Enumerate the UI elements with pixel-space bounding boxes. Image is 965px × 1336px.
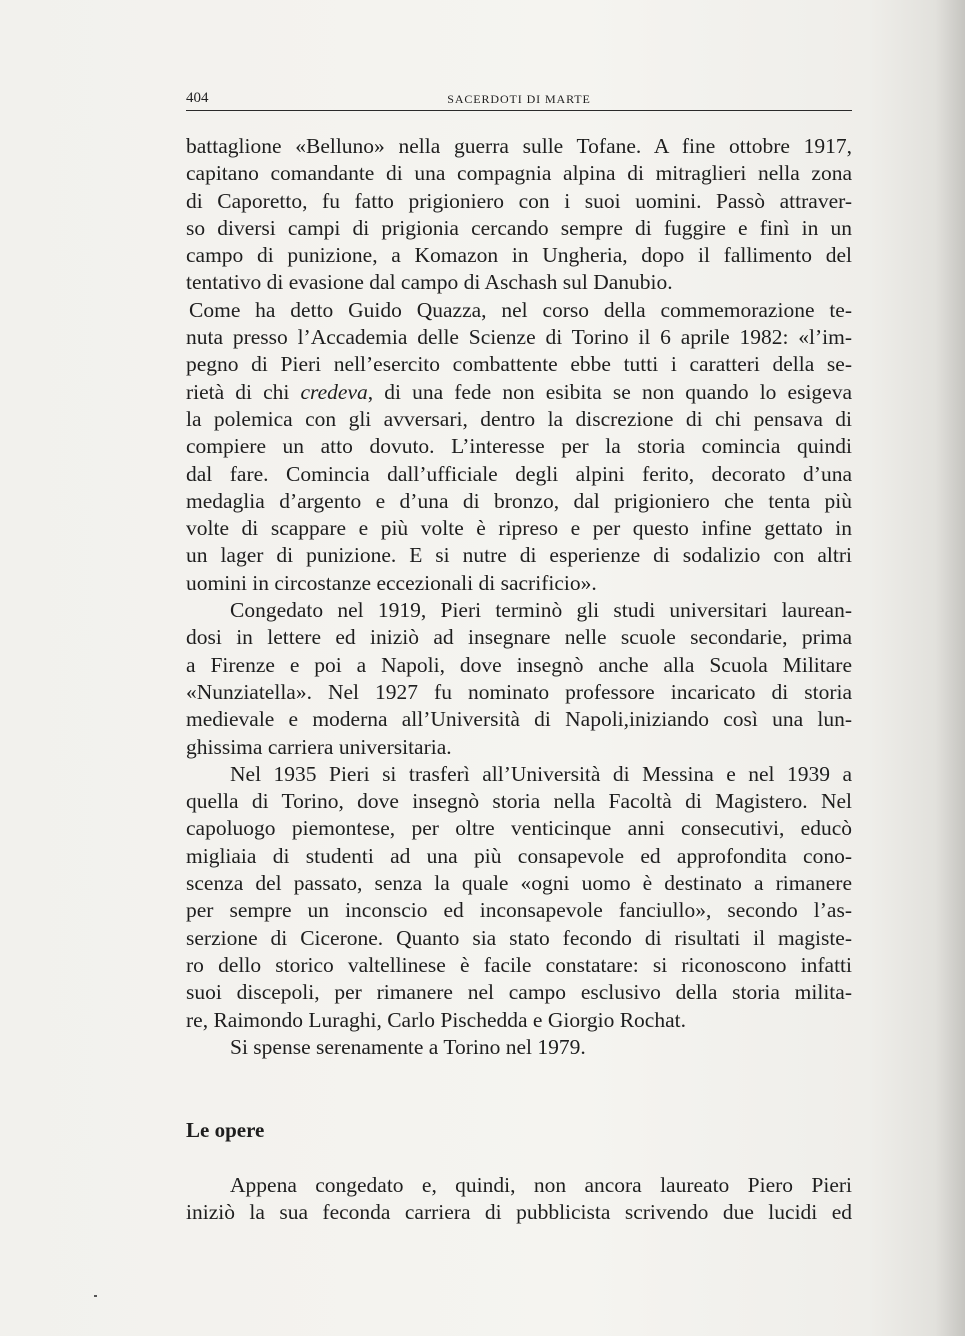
text-line: dosi in lettere ed iniziò ad insegnare nelle scuole secondarie, prima	[186, 625, 852, 650]
text-segment: rietà di chi	[186, 379, 301, 404]
text-line: «Nunziatella». Nel 1927 fu nominato professore incaricato di storia	[186, 679, 852, 704]
text-line: Come ha detto Guido Quazza, nel corso della commemorazione te-	[189, 297, 852, 322]
text-line: so diversi campi di prigionia cercando sempre di fuggire e finì in un	[186, 215, 852, 240]
paragraph-2	[186, 297, 852, 597]
text-line: di Caporetto, fu fatto prigioniero con i suoi uomini. Passò attraver-	[186, 188, 852, 213]
text-line: Nel 1935 Pieri si trasferì all’Università di Messina e nel 1939 a	[230, 761, 852, 786]
text-line: volte di scappare e più volte è ripreso e per questo infine gettato in	[186, 516, 852, 541]
text-line: Congedato nel 1919, Pieri terminò gli studi universitari laurean-	[230, 598, 852, 623]
text-line: scenza del passato, senza la quale «ogni uomo è destinato a rimanere	[186, 871, 852, 896]
text-line: ghissima carriera universitaria.	[186, 734, 452, 759]
text-line: nuta presso l’Accademia delle Scienze di Torino il 6 aprile 1982: «l’im-	[186, 325, 852, 350]
running-header	[186, 90, 852, 110]
text-line: Si spense serenamente a Torino nel 1979.	[230, 1034, 586, 1059]
running-title: SACERDOTI DI MARTE	[447, 92, 591, 106]
text-line: per sempre un inconscio ed inconsapevole fanciullo», secondo l’as-	[186, 898, 852, 923]
text-line: iniziò la sua feconda carriera di pubblicista scrivendo due lucidi ed	[186, 1200, 852, 1225]
text-line: medaglia d’argento e d’una di bronzo, dal prigioniero che tenta più	[186, 488, 852, 513]
section-spacer	[186, 1061, 852, 1117]
text-line: campo di punizione, a Komazon in Ungheria, dopo il fallimento del	[186, 243, 852, 268]
text-line: re, Raimondo Luraghi, Carlo Pischedda e Giorgio Rochat.	[186, 1007, 686, 1032]
scan-speck	[94, 1295, 97, 1297]
text-line: capoluogo piemontese, per oltre venticinque anni consecutivi, educò	[186, 816, 852, 841]
paragraph-5	[186, 1034, 852, 1061]
italic-word: credeva	[300, 379, 368, 404]
binding-shadow	[935, 0, 965, 1336]
text-segment: , di una fede non esibita se non quando lo esigeva	[367, 379, 853, 404]
paragraph-1	[186, 133, 852, 297]
body-text	[186, 133, 852, 1227]
text-line: suoi discepoli, per rimanere nel campo esclusivo della storia milita-	[186, 980, 852, 1005]
text-line: Appena congedato e, quindi, non ancora laureato Piero Pieri	[230, 1173, 852, 1198]
text-line: pegno di Pieri nell’esercito combattente ebbe tutti i caratteri della se-	[186, 352, 852, 377]
text-line: compiere un atto dovuto. L’interesse per la storia comincia quindi	[186, 434, 852, 459]
section-heading: Le opere	[186, 1118, 265, 1143]
text-line: tentativo di evasione dal campo di Aschash sul Danubio.	[186, 270, 673, 295]
text-line: migliaia di studenti ad una più consapevole ed approfondita cono-	[186, 843, 852, 868]
text-line: quella di Torino, dove insegnò storia nella Facoltà di Magistero. Nel	[186, 789, 852, 814]
page-number: 404	[186, 90, 209, 106]
text-line-with-italic	[186, 379, 852, 406]
text-line: medievale e moderna all’Università di Napoli,iniziando così una lun-	[186, 707, 852, 732]
paragraph-4	[186, 761, 852, 1034]
section-paragraph	[186, 1172, 852, 1227]
text-line: a Firenze e poi a Napoli, dove insegnò anche alla Scuola Militare	[186, 652, 852, 677]
header-rule	[186, 110, 852, 111]
text-line: capitano comandante di una compagnia alpina di mitraglieri nella zona	[186, 161, 852, 186]
text-line: uomini in circostanze eccezionali di sacrificio».	[186, 570, 597, 595]
text-line: la polemica con gli avversari, dentro la discrezione di chi pensava di	[186, 406, 852, 431]
paragraph-3	[186, 597, 852, 761]
text-line: un lager di punizione. E si nutre di esperienze di sodalizio con altri	[186, 543, 852, 568]
heading-spacer	[186, 1144, 852, 1172]
text-line: battaglione «Belluno» nella guerra sulle Tofane. A fine ottobre 1917,	[186, 134, 852, 158]
text-line: serzione di Cicerone. Quanto sia stato fecondo di risultati il magiste-	[186, 925, 852, 950]
text-line: dal fare. Comincia dall’ufficiale degli alpini ferito, decorato d’una	[186, 461, 852, 486]
text-line: ro dello storico valtellinese è facile constatare: si riconoscono infatti	[186, 952, 852, 977]
